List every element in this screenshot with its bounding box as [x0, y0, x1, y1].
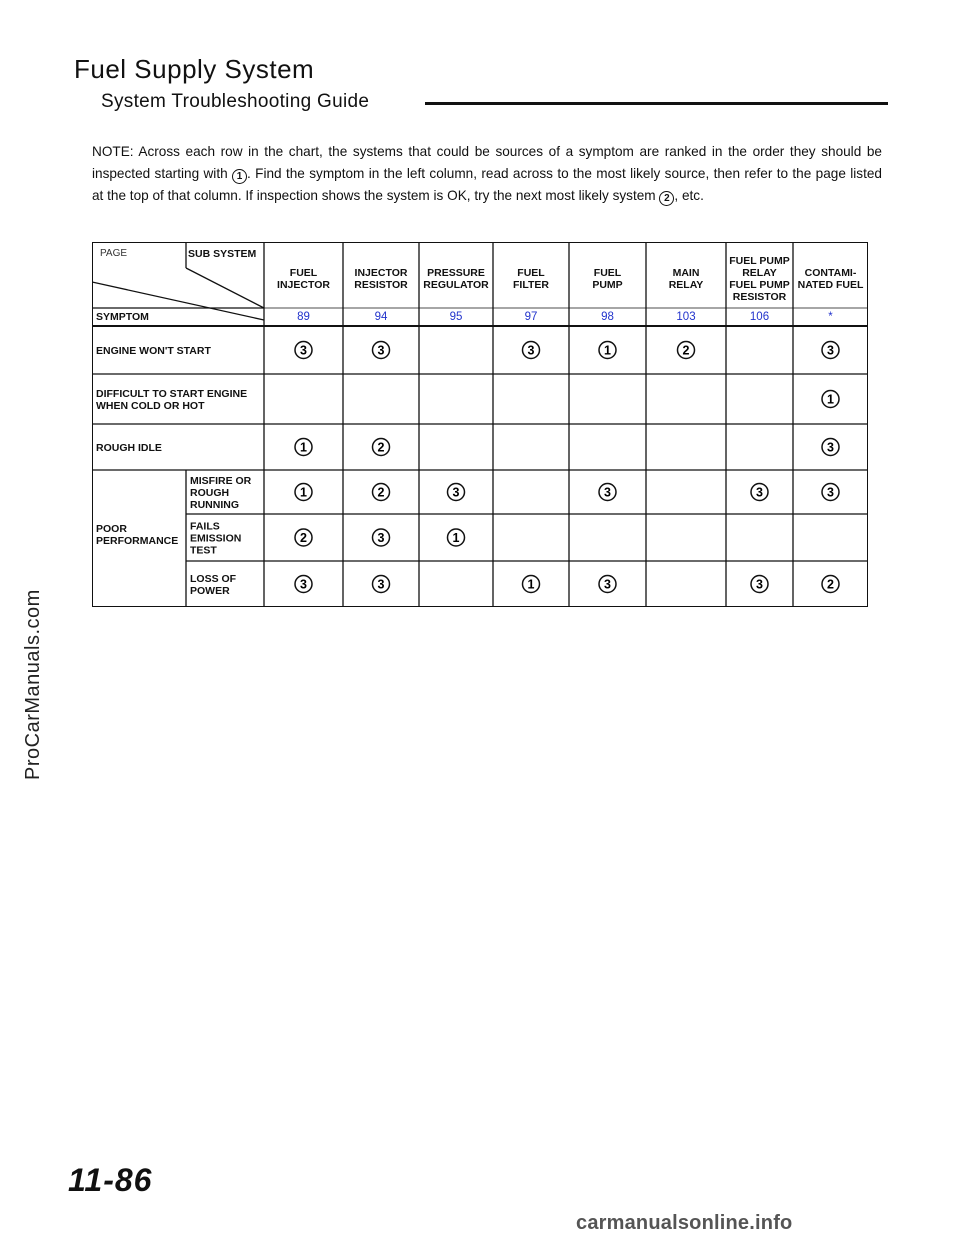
column-header: INJECTOR RESISTOR — [354, 267, 408, 291]
column-header: CONTAMI-NATED FUEL — [797, 267, 864, 291]
subsystem-label: SUB SYSTEM — [188, 248, 257, 260]
rank-value: 3 — [756, 485, 763, 500]
rank-3-icon — [295, 576, 312, 593]
rank-value: 3 — [604, 485, 611, 500]
column-page-number: 106 — [749, 311, 770, 323]
rank-value: 3 — [377, 577, 385, 592]
rank-value: 3 — [377, 531, 385, 545]
rank-2-icon — [822, 576, 839, 593]
rank-1-icon — [599, 342, 616, 359]
rank-value: 3 — [827, 485, 834, 500]
circled-number-one-icon: 1 — [232, 169, 247, 184]
symptom-text: ROUGH IDLE — [96, 442, 162, 454]
rank-3-icon — [599, 576, 616, 593]
troubleshooting-table — [92, 242, 868, 607]
column-page-number: 89 — [297, 311, 310, 323]
symptom-label: SYMPTOM — [96, 311, 149, 323]
note-paragraph — [92, 141, 882, 207]
note-text-1: NOTE: Across each row in the chart, the systems that could be sources of a symptom are ranked in the order they should be inspected starting with — [92, 144, 882, 181]
rank-value: 1 — [604, 343, 611, 358]
rank-3-icon — [295, 342, 312, 359]
column-page-number: 103 — [676, 311, 696, 323]
rank-3-icon — [751, 576, 768, 593]
column-header: MAIN RELAY — [668, 267, 704, 291]
rank-2-icon — [678, 342, 695, 359]
subsymptom-text: LOSS OF POWER — [190, 573, 237, 597]
symptom-text: DIFFICULT TO START ENGINE WHEN COLD OR HOT — [96, 388, 248, 412]
column-page-number: 97 — [524, 311, 538, 323]
rank-value: 3 — [300, 577, 307, 592]
section-subtitle: System Troubleshooting Guide — [101, 91, 370, 112]
column-page-number: 98 — [601, 311, 614, 323]
column-header: FUEL PUMP — [592, 267, 623, 291]
footer-watermark: carmanualsonline.info — [576, 1212, 793, 1234]
rank-3-icon — [599, 484, 616, 501]
subsymptom-text: FAILS EMISSION TEST — [190, 520, 242, 557]
rank-3-icon — [373, 529, 390, 546]
watermark: ProCarManuals.com — [22, 589, 44, 780]
column-header: FUEL PUMP RELAY FUEL PUMP RESISTOR — [729, 255, 790, 303]
header-diagonal — [186, 268, 264, 308]
rank-value: 2 — [377, 485, 385, 500]
rank-value: 1 — [300, 485, 307, 500]
rank-3-icon — [822, 484, 839, 501]
rank-1-icon — [295, 439, 312, 456]
rank-value: 3 — [527, 343, 535, 358]
rank-value: 3 — [300, 343, 307, 358]
symptom-text: POOR PERFORMANCE — [96, 523, 179, 547]
rank-3-icon — [523, 342, 540, 359]
rank-value: 3 — [827, 440, 834, 455]
rank-3-icon — [822, 342, 839, 359]
rank-3-icon — [373, 342, 390, 359]
note-text-2: . Find the symptom in the left column, read across to the most likely source, then refer to the page listed at the top of that column. If inspection shows the system is OK, try the next most likely system — [92, 166, 882, 203]
rank-value: 1 — [452, 531, 460, 545]
rank-3-icon — [373, 576, 390, 593]
rank-3-icon — [751, 484, 768, 501]
column-header: PRESSURE REGULATOR — [423, 267, 489, 291]
rank-value: 3 — [827, 343, 834, 358]
rank-2-icon — [373, 439, 390, 456]
subtitle-rule — [425, 102, 888, 105]
circled-number-two-icon: 2 — [659, 191, 674, 206]
page-label: PAGE — [100, 248, 128, 259]
column-header: FUEL FILTER — [513, 267, 549, 291]
rank-value: 1 — [300, 440, 307, 455]
page-number: 11-86 — [68, 1162, 153, 1198]
rank-value: 1 — [827, 392, 834, 407]
rank-3-icon — [822, 439, 839, 456]
column-page-number: 95 — [449, 311, 463, 323]
note-text-3: , etc. — [674, 188, 704, 203]
subsymptom-text: MISFIRE OR ROUGH RUNNING — [190, 475, 252, 511]
rank-1-icon — [822, 391, 839, 408]
symptom-text: ENGINE WON'T START — [96, 345, 211, 357]
column-header: FUEL INJECTOR — [277, 267, 330, 291]
rank-1-icon — [295, 484, 312, 501]
rank-value: 3 — [377, 343, 385, 358]
rank-value: 2 — [300, 531, 307, 545]
rank-value: 3 — [604, 577, 611, 592]
rank-value: 1 — [527, 577, 535, 592]
column-page-number: 94 — [374, 311, 388, 323]
rank-1-icon — [523, 576, 540, 593]
rank-value: 2 — [377, 440, 385, 455]
page-title: Fuel Supply System — [74, 54, 315, 84]
rank-2-icon — [373, 484, 390, 501]
column-page-number: * — [828, 311, 833, 323]
rank-3-icon — [448, 484, 465, 501]
rank-value: 2 — [682, 343, 690, 358]
rank-2-icon — [295, 529, 312, 546]
rank-value: 3 — [756, 577, 763, 592]
rank-value: 2 — [827, 577, 834, 592]
rank-1-icon — [448, 529, 465, 546]
rank-value: 3 — [452, 485, 460, 500]
